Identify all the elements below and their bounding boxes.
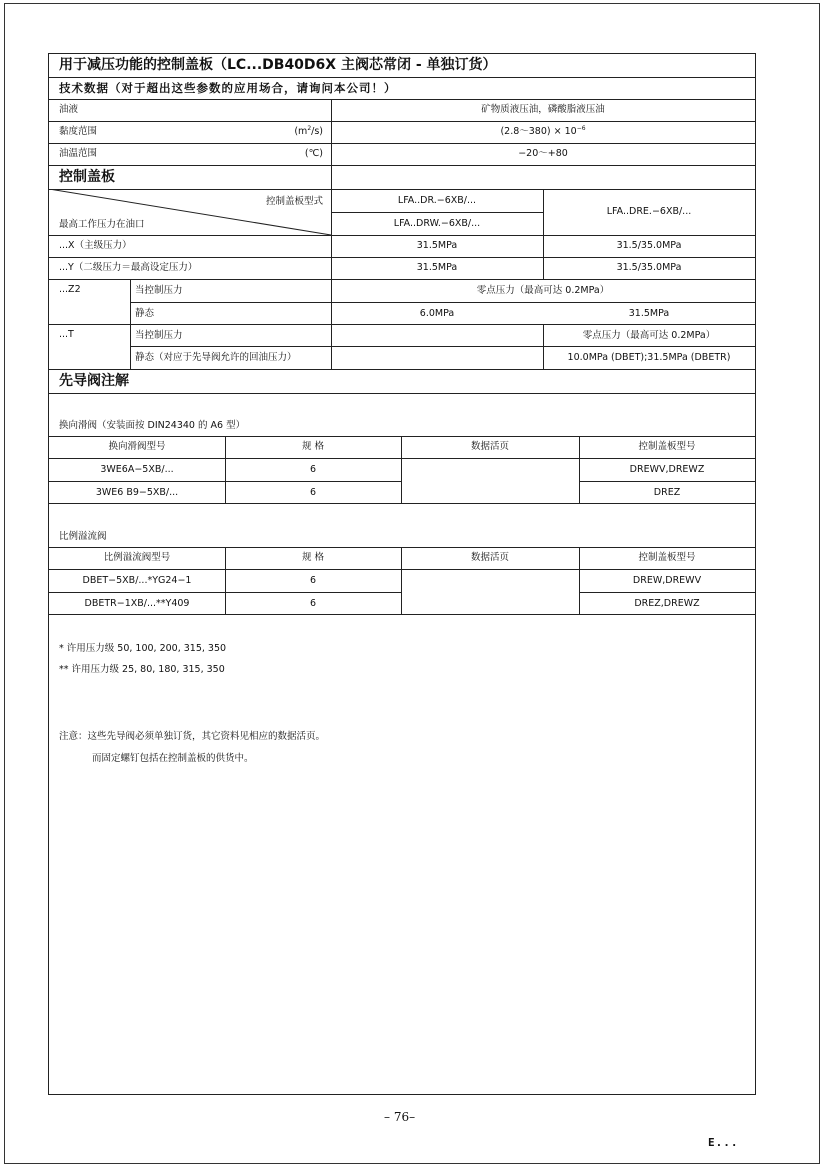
z2-control-label: 当控制压力 <box>135 285 183 296</box>
page-title: 用于减压功能的控制盖板（LC...DB40D6X 主阀芯常闭 - 单独订货） <box>59 57 497 73</box>
brand-logo: E... <box>708 1136 739 1149</box>
port-x-value-b: 31.5/35.0MPa <box>616 240 682 251</box>
max-pressure-header: 最高工作压力在油口 <box>59 219 145 230</box>
dir-row-1-size: 6 <box>309 464 317 475</box>
datasheet-table <box>48 53 756 1095</box>
t-control-label: 当控制压力 <box>135 330 183 341</box>
z2-static-value-b: 31.5MPa <box>628 308 670 319</box>
dir-header-size: 规 格 <box>301 441 325 452</box>
t-static-label: 静态（对应于先导阀允许的回油压力） <box>135 352 297 363</box>
pilot-valve-heading: 先导阀注解 <box>59 373 129 389</box>
fluid-label: 油液 <box>59 104 79 115</box>
prop-header-cover: 控制盖板型号 <box>638 552 696 563</box>
dir-row-1-cover: DREWV,DREWZ <box>629 464 705 475</box>
z2-static-value-a: 6.0MPa <box>419 308 455 319</box>
fluid-value: 矿物质液压油，磷酸脂液压油 <box>481 104 605 115</box>
tech-data-heading: 技术数据（对于超出这些参数的应用场合，请询问本公司！） <box>59 81 397 95</box>
dir-row-2-size: 6 <box>309 487 317 498</box>
temperature-value: −20～+80 <box>518 148 568 159</box>
port-t-label: ...T <box>59 329 74 340</box>
viscosity-unit: $(m^2/s)$ <box>294 124 323 137</box>
port-y-value-b: 31.5/35.0MPa <box>616 262 682 273</box>
dir-row-2-cover: DREZ <box>653 487 681 498</box>
directional-valve-caption: 换向滑阀（安装面按 DIN24340 的 A6 型） <box>59 420 246 431</box>
proportional-valve-caption: 比例溢流阀 <box>59 531 107 542</box>
cover-type-drw: LFA..DRW.−6XB/... <box>393 218 481 229</box>
dir-header-datasheet: 数据活页 <box>470 441 509 452</box>
prop-row-1-size: 6 <box>309 575 317 586</box>
port-z2-label: ...Z2 <box>59 284 81 295</box>
pressure-note-1: * 许用压力级 50, 100, 200, 315, 350 <box>59 643 227 654</box>
dir-header-model: 换向滑阀型号 <box>108 441 166 452</box>
dir-row-2-model: 3WE6 B9−5XB/... <box>95 487 179 498</box>
pressure-note-2: ** 许用压力级 25, 80, 180, 315, 350 <box>59 664 225 675</box>
cover-heading: 控制盖板 <box>59 169 115 185</box>
temperature-label: 油温范围 <box>59 148 98 159</box>
cover-type-dre: LFA..DRE.−6XB/... <box>606 206 692 217</box>
port-x-value-a: 31.5MPa <box>416 240 458 251</box>
viscosity-label: 黏度范围 <box>59 126 98 137</box>
viscosity-value: (2.8～380) × $10^{-6}$ <box>500 124 586 137</box>
port-y-value-a: 31.5MPa <box>416 262 458 273</box>
t-control-value: 零点压力（最高可达 0.2MPa） <box>582 330 716 341</box>
prop-row-1-cover: DREW,DREWV <box>632 575 702 586</box>
z2-control-value: 零点压力（最高可达 0.2MPa） <box>476 285 610 296</box>
prop-header-datasheet: 数据活页 <box>470 552 509 563</box>
prop-row-2-model: DBETR−1XB/...**Y409 <box>84 598 190 609</box>
prop-header-size: 规 格 <box>301 552 325 563</box>
page-number: – 76– <box>384 1110 416 1124</box>
dir-row-1-model: 3WE6A−5XB/... <box>100 464 174 475</box>
cover-type-dr: LFA..DR.−6XB/... <box>397 195 477 206</box>
prop-row-2-cover: DREZ,DREWZ <box>634 598 700 609</box>
port-y-label: ...Y（二级压力＝最高设定压力） <box>59 262 198 273</box>
t-static-value: 10.0MPa (DBET);31.5MPa (DBETR) <box>567 352 731 363</box>
screw-note: 而固定螺钉包括在控制盖板的供货中。 <box>92 753 254 764</box>
port-x-label: ...X（主级压力） <box>59 240 132 251</box>
cover-type-header: 控制盖板型式 <box>265 196 323 207</box>
order-note: 注意：这些先导阀必须单独订货，其它资料见相应的数据活页。 <box>59 731 326 742</box>
temperature-unit: (℃) <box>304 148 323 159</box>
prop-row-2-size: 6 <box>309 598 317 609</box>
dir-header-cover: 控制盖板型号 <box>638 441 696 452</box>
prop-header-model: 比例溢流阀型号 <box>103 552 171 563</box>
z2-static-label: 静态 <box>135 308 155 319</box>
prop-row-1-model: DBET−5XB/...*YG24−1 <box>82 575 192 586</box>
